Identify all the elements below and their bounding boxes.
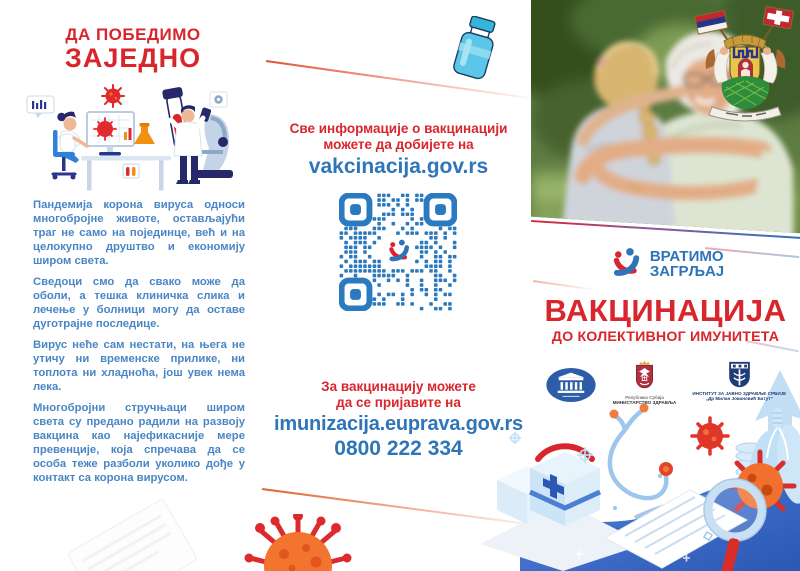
ministry-caption-line2: МИНИСТАРСТВО ЗДРАВЉА: [612, 400, 677, 406]
institute-shield-icon: [727, 360, 752, 390]
title-line-1: ДА ПОБЕДИМО: [65, 25, 201, 44]
serbia-coat-of-arms-icon: [631, 360, 658, 394]
campaign-line1: ВРАТИМО: [649, 248, 724, 265]
phone-number: 0800 222 334: [334, 437, 463, 460]
vaccine-vial-icon: [448, 16, 504, 84]
lab-scene-illustration: [25, 84, 240, 196]
institute-caption-line2: „Др Милан Јовановић Батут“: [705, 396, 773, 402]
qr-center-logo: [381, 235, 415, 269]
government-logo: [545, 367, 597, 403]
title-line-2: ЗАЈЕДНО: [64, 43, 202, 73]
institute-caption-line1: ИНСТИТУТ ЗА ЈАВНО ЗДРАВЉЕ СРБИЈЕ: [692, 391, 787, 396]
info-heading-line2: можете да добијете на: [323, 136, 474, 152]
campaign-line2: ЗАГРЉАЈ: [649, 263, 725, 280]
info-heading-line1: Све информације о вакцинацији: [289, 121, 508, 136]
campaign-logo: [531, 246, 800, 282]
left-panel-body: [33, 198, 245, 492]
hug-logo-icon: [384, 238, 412, 266]
info-block: [266, 121, 531, 179]
hug-logo-icon: [607, 246, 643, 282]
document-watermark: [45, 492, 215, 571]
city-coat-of-arms: [694, 5, 797, 125]
ministry-logo: [613, 360, 677, 406]
apply-heading-line1: За вакцинацију можете: [321, 379, 476, 394]
ministry-caption-line1: Република Србија: [625, 395, 664, 400]
body-paragraph: Сведоци смо да свако може да оболи, а тешка клиничка слика и лечење у болници могу да оставе дуготрајне последице.: [33, 276, 245, 330]
government-building-icon: [545, 367, 597, 403]
body-paragraph: Пандемија корона вируса односи многобројне животе, остављајући траг не само на појединце, већ и на целокупно друштво и економију широм света.: [33, 199, 245, 267]
apply-url-link[interactable]: imunizacija.euprava.gov.rs: [274, 413, 523, 435]
cover-subtitle: ДО КОЛЕКТИВНОГ ИМУНИТЕТА: [551, 329, 780, 345]
body-paragraph: Многобројни стручњаци широм света су предано радили на развоју вакцина као најефикасније мере превенције, која спречава да се особа теже разболи уколико дође у контакт са корона вирусом.: [33, 402, 245, 484]
institute-logo: [692, 360, 786, 402]
info-url-link[interactable]: vakcinacija.gov.rs: [308, 155, 489, 178]
cover-title: ВАКЦИНАЦИЈА: [544, 293, 787, 328]
apply-heading-line2: да се пријавите на: [336, 394, 461, 410]
virus-illustration: [244, 514, 356, 571]
left-panel-title: [0, 26, 266, 72]
partner-logos: [531, 360, 800, 406]
body-paragraph: Вирус неће сам нестати, на њега не утичу ни временске прилике, ни топлота ни хладноћа, још увек нема лека.: [33, 339, 245, 393]
